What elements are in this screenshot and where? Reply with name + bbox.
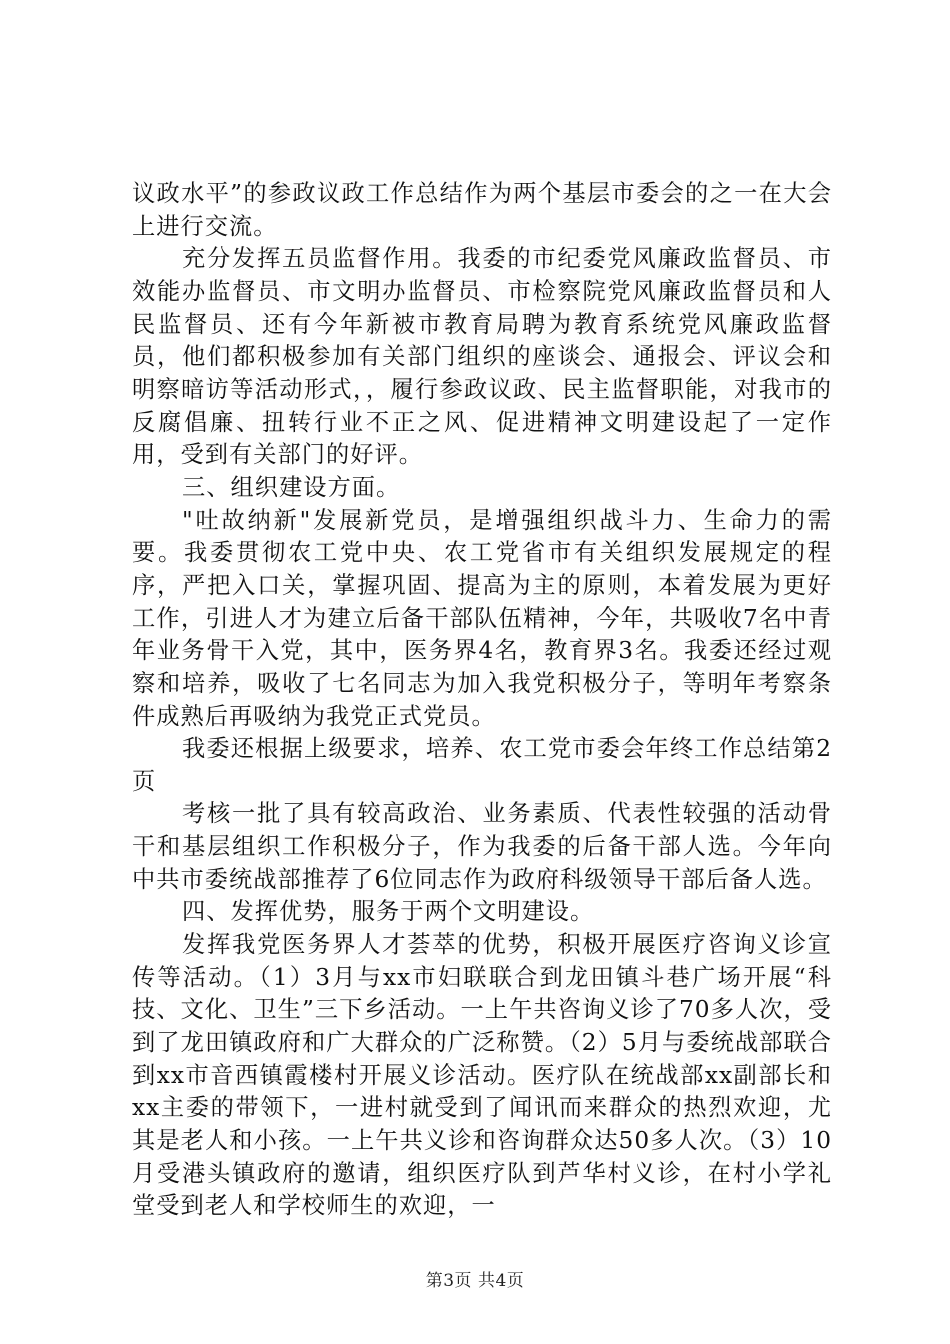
paragraph: "吐故纳新"发展新党员，是增强组织战斗力、生命力的需要。我委贯彻农工党中央、农工党省市有关组织发展规定的程序，严把入口关，掌握巩固、提高为主的原则，本着发展为更好工作，引进人才为建立后备干部队伍精神，今年，共吸收7名中青年业务骨干入党，其中，医务界4名，教育界3名。我委还经过观察和培养，吸收了七名同志为加入我党积极分子，等明年考察条件成熟后再吸纳为我党正式党员。 — [132, 506, 832, 730]
paragraph: 充分发挥五员监督作用。我委的市纪委党风廉政监督员、市效能办监督员、市文明办监督员、市检察院党风廉政监督员和人民监督员、还有今年新被市教育局聘为教育系统党风廉政监督员，他们都积极参加有关部门组织的座谈会、通报会、评议会和明察暗访等活动形式，，履行参政议政、民主监督职能，对我市的反腐倡廉、扭转行业不正之风、促进精神文明建设起了一定作用，受到有关部门的好评。 — [132, 245, 832, 469]
section-heading: 四、发挥优势，服务于两个文明建设。 — [182, 898, 595, 926]
page-number-footer: 第3页 共4页 — [425, 1271, 525, 1291]
paragraph: 我委还根据上级要求，培养、农工党市委会年终工作总结第2页 — [132, 735, 832, 795]
document-body — [132, 178, 832, 1223]
paragraph: 考核一批了具有较高政治、业务素质、代表性较强的活动骨干和基层组织工作积极分子，作为我委的后备干部人选。今年向中共市委统战部推荐了6位同志作为政府科级领导干部后备人选。 — [132, 800, 832, 893]
section-heading: 三、组织建设方面。 — [182, 473, 401, 501]
paragraph: 发挥我党医务界人才荟萃的优势，积极开展医疗咨询义诊宣传等活动。（1）3月与xx市妇联联合到龙田镇斗巷广场开展“科技、文化、卫生”三下乡活动。一上午共咨询义诊了70多人次，受到了龙田镇政府和广大群众的广泛称赞。（2）5月与委统战部联合到xx市音西镇霞楼村开展义诊活动。医疗队在统战部xx副部长和xx主委的带领下，一进村就受到了闻讯而来群众的热烈欢迎，尤其是老人和小孩。一上午共义诊和咨询群众达50多人次。（3）10月受港头镇政府的邀请，组织医疗队到芦华村义诊，在村小学礼堂受到老人和学校师生的欢迎，一 — [132, 931, 832, 1220]
paragraph: 议政水平”的参政议政工作总结作为两个基层市委会的之一在大会上进行交流。 — [132, 180, 832, 240]
